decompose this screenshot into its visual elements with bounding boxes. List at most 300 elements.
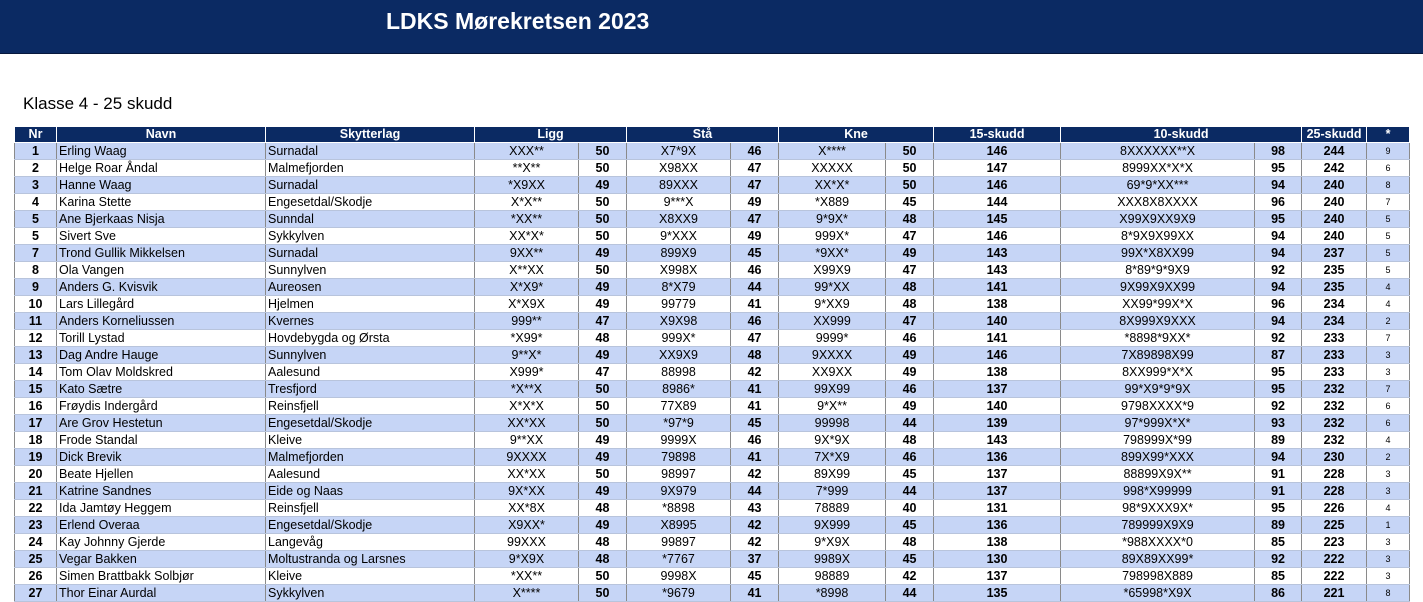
- score-25-cell: 234: [1302, 313, 1367, 330]
- star-count-cell: 7: [1367, 381, 1410, 398]
- ligg-series-cell: *X99*: [475, 330, 579, 347]
- kne-series-cell: XXXXX: [779, 160, 886, 177]
- star-count-cell: 3: [1367, 466, 1410, 483]
- star-count-cell: 3: [1367, 483, 1410, 500]
- table-row: [15, 160, 1410, 177]
- club-cell: Malmefjorden: [266, 160, 475, 177]
- ligg-sum-cell: 49: [579, 296, 627, 313]
- ligg-series-cell: 999**: [475, 313, 579, 330]
- table-row: [15, 347, 1410, 364]
- score-15-cell: 136: [934, 517, 1061, 534]
- kne-sum-cell: 45: [886, 551, 934, 568]
- sta-series-cell: 88998: [627, 364, 731, 381]
- sum-10-cell: 93: [1255, 415, 1302, 432]
- table-row: [15, 296, 1410, 313]
- score-15-cell: 143: [934, 245, 1061, 262]
- table-row: [15, 245, 1410, 262]
- series-10-cell: 9X99X9XX99: [1061, 279, 1255, 296]
- shooter-name-cell: Are Grov Hestetun: [57, 415, 266, 432]
- ligg-series-cell: X****: [475, 585, 579, 602]
- score-25-cell: 233: [1302, 330, 1367, 347]
- score-25-cell: 226: [1302, 500, 1367, 517]
- ligg-series-cell: **X**: [475, 160, 579, 177]
- sta-series-cell: X8XX9: [627, 211, 731, 228]
- kne-sum-cell: 45: [886, 466, 934, 483]
- rank-cell: 15: [15, 381, 57, 398]
- sta-series-cell: X9X98: [627, 313, 731, 330]
- star-count-cell: 6: [1367, 398, 1410, 415]
- star-count-cell: 4: [1367, 296, 1410, 313]
- score-25-cell: 232: [1302, 398, 1367, 415]
- rank-cell: 26: [15, 568, 57, 585]
- kne-sum-cell: 50: [886, 177, 934, 194]
- series-10-cell: 9798XXXX*9: [1061, 398, 1255, 415]
- star-count-cell: 9: [1367, 143, 1410, 160]
- ligg-series-cell: 9*X9X: [475, 551, 579, 568]
- ligg-sum-cell: 49: [579, 517, 627, 534]
- score-15-cell: 138: [934, 296, 1061, 313]
- kne-series-cell: 98889: [779, 568, 886, 585]
- sta-series-cell: 77X89: [627, 398, 731, 415]
- shooter-name-cell: Anders Korneliussen: [57, 313, 266, 330]
- sum-10-cell: 94: [1255, 228, 1302, 245]
- ligg-series-cell: 9XX**: [475, 245, 579, 262]
- rank-cell: 20: [15, 466, 57, 483]
- score-25-cell: 222: [1302, 551, 1367, 568]
- kne-series-cell: 99*XX: [779, 279, 886, 296]
- ligg-sum-cell: 50: [579, 466, 627, 483]
- sta-sum-cell: 45: [731, 415, 779, 432]
- star-count-cell: 7: [1367, 194, 1410, 211]
- sta-sum-cell: 44: [731, 483, 779, 500]
- sum-10-cell: 85: [1255, 568, 1302, 585]
- club-cell: Eide og Naas: [266, 483, 475, 500]
- sum-10-cell: 96: [1255, 296, 1302, 313]
- rank-cell: 9: [15, 279, 57, 296]
- score-15-cell: 143: [934, 432, 1061, 449]
- kne-sum-cell: 49: [886, 347, 934, 364]
- score-15-cell: 136: [934, 449, 1061, 466]
- rank-cell: 24: [15, 534, 57, 551]
- sta-series-cell: 9*XXX: [627, 228, 731, 245]
- star-count-cell: 1: [1367, 517, 1410, 534]
- ligg-sum-cell: 50: [579, 160, 627, 177]
- col-header-skytterlag: Skytterlag: [266, 127, 475, 143]
- score-25-cell: 240: [1302, 194, 1367, 211]
- sta-sum-cell: 45: [731, 245, 779, 262]
- star-count-cell: 3: [1367, 568, 1410, 585]
- rank-cell: 21: [15, 483, 57, 500]
- sum-10-cell: 87: [1255, 347, 1302, 364]
- shooter-name-cell: Ola Vangen: [57, 262, 266, 279]
- ligg-sum-cell: 49: [579, 245, 627, 262]
- sta-sum-cell: 41: [731, 398, 779, 415]
- star-count-cell: 4: [1367, 500, 1410, 517]
- sta-series-cell: 79898: [627, 449, 731, 466]
- club-cell: Kleive: [266, 432, 475, 449]
- ligg-sum-cell: 49: [579, 279, 627, 296]
- sum-10-cell: 96: [1255, 194, 1302, 211]
- ligg-sum-cell: 47: [579, 364, 627, 381]
- sta-series-cell: 89XXX: [627, 177, 731, 194]
- star-count-cell: 5: [1367, 211, 1410, 228]
- series-10-cell: 998*X99999: [1061, 483, 1255, 500]
- kne-series-cell: 9999*: [779, 330, 886, 347]
- sta-sum-cell: 42: [731, 364, 779, 381]
- sta-sum-cell: 37: [731, 551, 779, 568]
- sta-series-cell: X7*9X: [627, 143, 731, 160]
- shooter-name-cell: Torill Lystad: [57, 330, 266, 347]
- club-cell: Reinsfjell: [266, 398, 475, 415]
- sta-sum-cell: 48: [731, 347, 779, 364]
- table-row: [15, 415, 1410, 432]
- table-row: [15, 551, 1410, 568]
- col-header-kne: Kne: [779, 127, 934, 143]
- sum-10-cell: 95: [1255, 500, 1302, 517]
- sta-sum-cell: 47: [731, 160, 779, 177]
- ligg-series-cell: X*X9*: [475, 279, 579, 296]
- star-count-cell: 8: [1367, 177, 1410, 194]
- star-count-cell: 3: [1367, 551, 1410, 568]
- header-banner: [0, 0, 1423, 54]
- rank-cell: 22: [15, 500, 57, 517]
- col-header-sta: Stå: [627, 127, 779, 143]
- kne-series-cell: XX*X*: [779, 177, 886, 194]
- rank-cell: 14: [15, 364, 57, 381]
- score-25-cell: 221: [1302, 585, 1367, 602]
- sta-series-cell: *9679: [627, 585, 731, 602]
- shooter-name-cell: Hanne Waag: [57, 177, 266, 194]
- ligg-series-cell: 9**X*: [475, 347, 579, 364]
- kne-sum-cell: 44: [886, 415, 934, 432]
- score-25-cell: 244: [1302, 143, 1367, 160]
- sta-series-cell: X998X: [627, 262, 731, 279]
- club-cell: Malmefjorden: [266, 449, 475, 466]
- kne-sum-cell: 42: [886, 568, 934, 585]
- kne-sum-cell: 50: [886, 160, 934, 177]
- rank-cell: 8: [15, 262, 57, 279]
- sum-10-cell: 95: [1255, 381, 1302, 398]
- score-25-cell: 225: [1302, 517, 1367, 534]
- score-25-cell: 234: [1302, 296, 1367, 313]
- kne-series-cell: *8998: [779, 585, 886, 602]
- sta-series-cell: XX9X9: [627, 347, 731, 364]
- score-25-cell: 222: [1302, 568, 1367, 585]
- shooter-name-cell: Karina Stette: [57, 194, 266, 211]
- rank-cell: 5: [15, 211, 57, 228]
- sta-sum-cell: 41: [731, 585, 779, 602]
- shooter-name-cell: Dag Andre Hauge: [57, 347, 266, 364]
- score-15-cell: 135: [934, 585, 1061, 602]
- score-15-cell: 138: [934, 534, 1061, 551]
- ligg-sum-cell: 48: [579, 330, 627, 347]
- ligg-sum-cell: 50: [579, 568, 627, 585]
- club-cell: Aalesund: [266, 466, 475, 483]
- club-cell: Kvernes: [266, 313, 475, 330]
- sta-sum-cell: 43: [731, 500, 779, 517]
- rank-cell: 4: [15, 194, 57, 211]
- ligg-series-cell: X*X9X: [475, 296, 579, 313]
- kne-sum-cell: 45: [886, 194, 934, 211]
- score-15-cell: 130: [934, 551, 1061, 568]
- shooter-name-cell: Anders G. Kvisvik: [57, 279, 266, 296]
- ligg-series-cell: XX*XX: [475, 415, 579, 432]
- table-row: [15, 279, 1410, 296]
- star-count-cell: 3: [1367, 364, 1410, 381]
- star-count-cell: 2: [1367, 313, 1410, 330]
- shooter-name-cell: Katrine Sandnes: [57, 483, 266, 500]
- shooter-name-cell: Lars Lillegård: [57, 296, 266, 313]
- kne-sum-cell: 40: [886, 500, 934, 517]
- ligg-series-cell: *X**X: [475, 381, 579, 398]
- kne-series-cell: 9*X**: [779, 398, 886, 415]
- score-15-cell: 137: [934, 568, 1061, 585]
- sum-10-cell: 89: [1255, 517, 1302, 534]
- series-10-cell: 8*89*9*9X9: [1061, 262, 1255, 279]
- kne-sum-cell: 46: [886, 449, 934, 466]
- rank-cell: 16: [15, 398, 57, 415]
- club-cell: Tresfjord: [266, 381, 475, 398]
- kne-series-cell: XX999: [779, 313, 886, 330]
- sum-10-cell: 95: [1255, 211, 1302, 228]
- kne-sum-cell: 50: [886, 143, 934, 160]
- sta-sum-cell: 41: [731, 296, 779, 313]
- table-row: [15, 194, 1410, 211]
- sum-10-cell: 92: [1255, 330, 1302, 347]
- score-15-cell: 145: [934, 211, 1061, 228]
- series-10-cell: 7X89898X99: [1061, 347, 1255, 364]
- kne-sum-cell: 48: [886, 296, 934, 313]
- kne-sum-cell: 45: [886, 517, 934, 534]
- ligg-sum-cell: 50: [579, 398, 627, 415]
- score-25-cell: 237: [1302, 245, 1367, 262]
- sum-10-cell: 95: [1255, 364, 1302, 381]
- series-10-cell: *988XXXX*0: [1061, 534, 1255, 551]
- ligg-sum-cell: 49: [579, 449, 627, 466]
- club-cell: Moltustranda og Larsnes: [266, 551, 475, 568]
- kne-sum-cell: 49: [886, 364, 934, 381]
- rank-cell: 19: [15, 449, 57, 466]
- star-count-cell: 3: [1367, 347, 1410, 364]
- sta-series-cell: 8*X79: [627, 279, 731, 296]
- kne-series-cell: 99X99: [779, 381, 886, 398]
- sum-10-cell: 92: [1255, 262, 1302, 279]
- club-cell: Engesetdal/Skodje: [266, 415, 475, 432]
- ligg-series-cell: 9XXXX: [475, 449, 579, 466]
- sta-sum-cell: 47: [731, 330, 779, 347]
- sum-10-cell: 94: [1255, 279, 1302, 296]
- table-row: [15, 534, 1410, 551]
- col-header-ligg: Ligg: [475, 127, 627, 143]
- sta-series-cell: X8995: [627, 517, 731, 534]
- ligg-series-cell: *XX**: [475, 568, 579, 585]
- col-header-navn: Navn: [57, 127, 266, 143]
- series-10-cell: 899X99*XXX: [1061, 449, 1255, 466]
- club-cell: Sykkylven: [266, 228, 475, 245]
- star-count-cell: 4: [1367, 279, 1410, 296]
- series-10-cell: 8999XX*X*X: [1061, 160, 1255, 177]
- series-10-cell: 8*9X9X99XX: [1061, 228, 1255, 245]
- ligg-series-cell: X*X**: [475, 194, 579, 211]
- series-10-cell: 98*9XXX9X*: [1061, 500, 1255, 517]
- sta-sum-cell: 42: [731, 466, 779, 483]
- score-25-cell: 223: [1302, 534, 1367, 551]
- rank-cell: 5: [15, 228, 57, 245]
- kne-series-cell: 99998: [779, 415, 886, 432]
- score-15-cell: 147: [934, 160, 1061, 177]
- kne-series-cell: 9*XX9: [779, 296, 886, 313]
- kne-series-cell: 9*9X*: [779, 211, 886, 228]
- club-cell: Sunnylven: [266, 262, 475, 279]
- series-10-cell: 789999X9X9: [1061, 517, 1255, 534]
- col-header-15-skudd: 15-skudd: [934, 127, 1061, 143]
- score-25-cell: 228: [1302, 466, 1367, 483]
- sta-sum-cell: 46: [731, 143, 779, 160]
- star-count-cell: 6: [1367, 415, 1410, 432]
- class-title: Klasse 4 - 25 skudd: [23, 94, 173, 113]
- score-25-cell: 232: [1302, 381, 1367, 398]
- rank-cell: 25: [15, 551, 57, 568]
- table-row: [15, 585, 1410, 602]
- kne-series-cell: X****: [779, 143, 886, 160]
- club-cell: Aureosen: [266, 279, 475, 296]
- shooter-name-cell: Vegar Bakken: [57, 551, 266, 568]
- ligg-sum-cell: 48: [579, 500, 627, 517]
- rank-cell: 10: [15, 296, 57, 313]
- score-15-cell: 137: [934, 381, 1061, 398]
- sta-sum-cell: 41: [731, 449, 779, 466]
- ligg-series-cell: X999*: [475, 364, 579, 381]
- table-row: [15, 211, 1410, 228]
- ligg-series-cell: X**XX: [475, 262, 579, 279]
- score-15-cell: 137: [934, 466, 1061, 483]
- sta-series-cell: 99779: [627, 296, 731, 313]
- series-10-cell: 8X999X9XXX: [1061, 313, 1255, 330]
- club-cell: Hjelmen: [266, 296, 475, 313]
- sum-10-cell: 86: [1255, 585, 1302, 602]
- results-table: [14, 126, 1410, 602]
- sta-series-cell: 899X9: [627, 245, 731, 262]
- ligg-sum-cell: 50: [579, 228, 627, 245]
- club-cell: Engesetdal/Skodje: [266, 194, 475, 211]
- sum-10-cell: 91: [1255, 483, 1302, 500]
- sta-sum-cell: 41: [731, 381, 779, 398]
- sta-series-cell: 9999X: [627, 432, 731, 449]
- sta-sum-cell: 47: [731, 211, 779, 228]
- series-10-cell: 99*X9*9*9X: [1061, 381, 1255, 398]
- kne-series-cell: *X889: [779, 194, 886, 211]
- shooter-name-cell: Dick Brevik: [57, 449, 266, 466]
- ligg-series-cell: *XX**: [475, 211, 579, 228]
- star-count-cell: 7: [1367, 330, 1410, 347]
- kne-series-cell: 999X*: [779, 228, 886, 245]
- sta-sum-cell: 49: [731, 194, 779, 211]
- score-25-cell: 232: [1302, 432, 1367, 449]
- ligg-series-cell: XX*XX: [475, 466, 579, 483]
- rank-cell: 23: [15, 517, 57, 534]
- kne-series-cell: 9XXXX: [779, 347, 886, 364]
- shooter-name-cell: Kay Johnny Gjerde: [57, 534, 266, 551]
- kne-series-cell: 89X99: [779, 466, 886, 483]
- sum-10-cell: 94: [1255, 245, 1302, 262]
- club-cell: Engesetdal/Skodje: [266, 517, 475, 534]
- col-header-10-skudd: 10-skudd: [1061, 127, 1302, 143]
- shooter-name-cell: Erling Waag: [57, 143, 266, 160]
- star-count-cell: 8: [1367, 585, 1410, 602]
- sta-series-cell: *8898: [627, 500, 731, 517]
- table-header-row: [15, 127, 1410, 143]
- rank-cell: 17: [15, 415, 57, 432]
- table-row: [15, 466, 1410, 483]
- sum-10-cell: 85: [1255, 534, 1302, 551]
- sta-series-cell: 8986*: [627, 381, 731, 398]
- shooter-name-cell: Beate Hjellen: [57, 466, 266, 483]
- score-15-cell: 144: [934, 194, 1061, 211]
- sum-10-cell: 89: [1255, 432, 1302, 449]
- sum-10-cell: 92: [1255, 398, 1302, 415]
- table-row: [15, 228, 1410, 245]
- star-count-cell: 5: [1367, 262, 1410, 279]
- ligg-series-cell: XX*X*: [475, 228, 579, 245]
- series-10-cell: *8898*9XX*: [1061, 330, 1255, 347]
- table-row: [15, 313, 1410, 330]
- club-cell: Hovdebygda og Ørsta: [266, 330, 475, 347]
- star-count-cell: 6: [1367, 160, 1410, 177]
- kne-series-cell: X99X9: [779, 262, 886, 279]
- ligg-series-cell: XX*8X: [475, 500, 579, 517]
- ligg-sum-cell: 48: [579, 551, 627, 568]
- col-header-star: *: [1367, 127, 1410, 143]
- table-row: [15, 568, 1410, 585]
- score-15-cell: 139: [934, 415, 1061, 432]
- sta-sum-cell: 49: [731, 228, 779, 245]
- score-15-cell: 141: [934, 279, 1061, 296]
- kne-series-cell: *9XX*: [779, 245, 886, 262]
- col-header-nr: Nr: [15, 127, 57, 143]
- ligg-series-cell: XXX**: [475, 143, 579, 160]
- kne-sum-cell: 46: [886, 381, 934, 398]
- rank-cell: 3: [15, 177, 57, 194]
- series-10-cell: 99X*X8XX99: [1061, 245, 1255, 262]
- sta-series-cell: 98997: [627, 466, 731, 483]
- sta-sum-cell: 46: [731, 432, 779, 449]
- sum-10-cell: 98: [1255, 143, 1302, 160]
- sum-10-cell: 94: [1255, 449, 1302, 466]
- series-10-cell: XX99*99X*X: [1061, 296, 1255, 313]
- kne-sum-cell: 49: [886, 398, 934, 415]
- club-cell: Sunnylven: [266, 347, 475, 364]
- shooter-name-cell: Sivert Sve: [57, 228, 266, 245]
- score-15-cell: 146: [934, 347, 1061, 364]
- series-10-cell: 69*9*XX***: [1061, 177, 1255, 194]
- ligg-sum-cell: 49: [579, 347, 627, 364]
- col-header-25-skudd: 25-skudd: [1302, 127, 1367, 143]
- series-10-cell: 798999X*99: [1061, 432, 1255, 449]
- kne-series-cell: XX9XX: [779, 364, 886, 381]
- score-15-cell: 131: [934, 500, 1061, 517]
- ligg-sum-cell: 50: [579, 262, 627, 279]
- score-25-cell: 240: [1302, 211, 1367, 228]
- sta-sum-cell: 46: [731, 313, 779, 330]
- ligg-sum-cell: 49: [579, 432, 627, 449]
- sum-10-cell: 91: [1255, 466, 1302, 483]
- series-10-cell: X99X9XX9X9: [1061, 211, 1255, 228]
- table-row: [15, 381, 1410, 398]
- sum-10-cell: 94: [1255, 313, 1302, 330]
- score-15-cell: 146: [934, 143, 1061, 160]
- kne-sum-cell: 48: [886, 534, 934, 551]
- sum-10-cell: 94: [1255, 177, 1302, 194]
